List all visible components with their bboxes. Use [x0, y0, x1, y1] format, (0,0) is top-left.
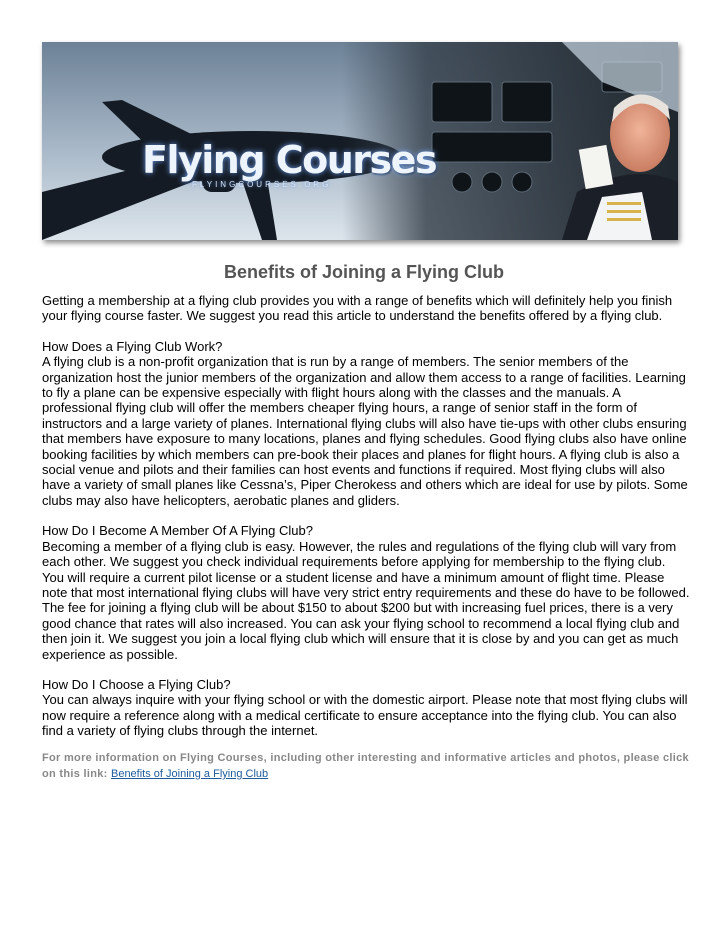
section-heading: How Do I Become A Member Of A Flying Club? [42, 523, 313, 539]
footer-note [42, 750, 690, 782]
section-text: A flying club is a non-profit organization that is run by a range of members. The senior members of the organization host the junior members of the organization and allow them access to a range of facilities. Learning to fly a plane can be expensive especially with flight hours along with the classes and the manuals. A professional flying club will offer the members cheaper flying hours, a range of senior staff in the form of instructors and a large variety of planes. International flying clubs will also have tie-ups with other clubs ensuring that members have exposure to many locations, planes and flying schedules. Good flying clubs also have online booking facilities by which members can pre-book their places and planes for flight hours. A flying club is also a social venue and pilots and their families can host events and functions if required. Most flying clubs will also have a variety of small planes like Cessna’s, Piper Cherokess and others which are ideal for use by pilots. Some clubs may also have helicopters, aerobatic planes and gliders. [42, 354, 688, 508]
section-text: You can always inquire with your flying school or with the domestic airport. Please note that most flying clubs will now require a reference along with a medical certificate to ensure acceptance into the flying club. You can also find a variety of flying clubs through the internet. [42, 692, 688, 739]
logo-subtitle: FLYINGCOURSES.ORG [192, 180, 332, 189]
article-title: Benefits of Joining a Flying Club [223, 262, 504, 282]
header-banner [42, 42, 678, 240]
article-section [42, 677, 690, 739]
article-intro: Getting a membership at a flying club provides you with a range of benefits which will definitely help you finish your flying course faster. We suggest you read this article to understand the benefits offered by a flying club. [42, 293, 673, 324]
logo-title: Flying Courses [142, 138, 437, 182]
article-body [42, 293, 690, 754]
section-text: Becoming a member of a flying club is easy. However, the rules and regulations of the flying club will vary from each other. We suggest you check individual requirements before applying for membership to the flying club. You will require a current pilot license or a student license and have a minimum amount of flight time. Please note that most international flying clubs will have very strict entry requirements and these do have to be followed. The fee for joining a flying club will be about $150 to about $200 but with increasing fuel prices, there is a very good chance that rates will also increased. You can ask your flying school to recommend a local flying club and then join it. We suggest you join a local flying club which will ensure that it is close by and you can get as much experience as possible. [42, 538, 690, 662]
section-heading: How Do I Choose a Flying Club? [42, 676, 231, 692]
footer-text: For more information on Flying Courses, including other interesting and informative articles and photos, please click on this link: [42, 752, 689, 780]
section-heading: How Does a Flying Club Work? [42, 338, 223, 354]
article-link[interactable]: Benefits of Joining a Flying Club [110, 768, 269, 780]
article-section [42, 523, 690, 662]
article-section [42, 339, 690, 508]
site-logo [142, 138, 436, 189]
